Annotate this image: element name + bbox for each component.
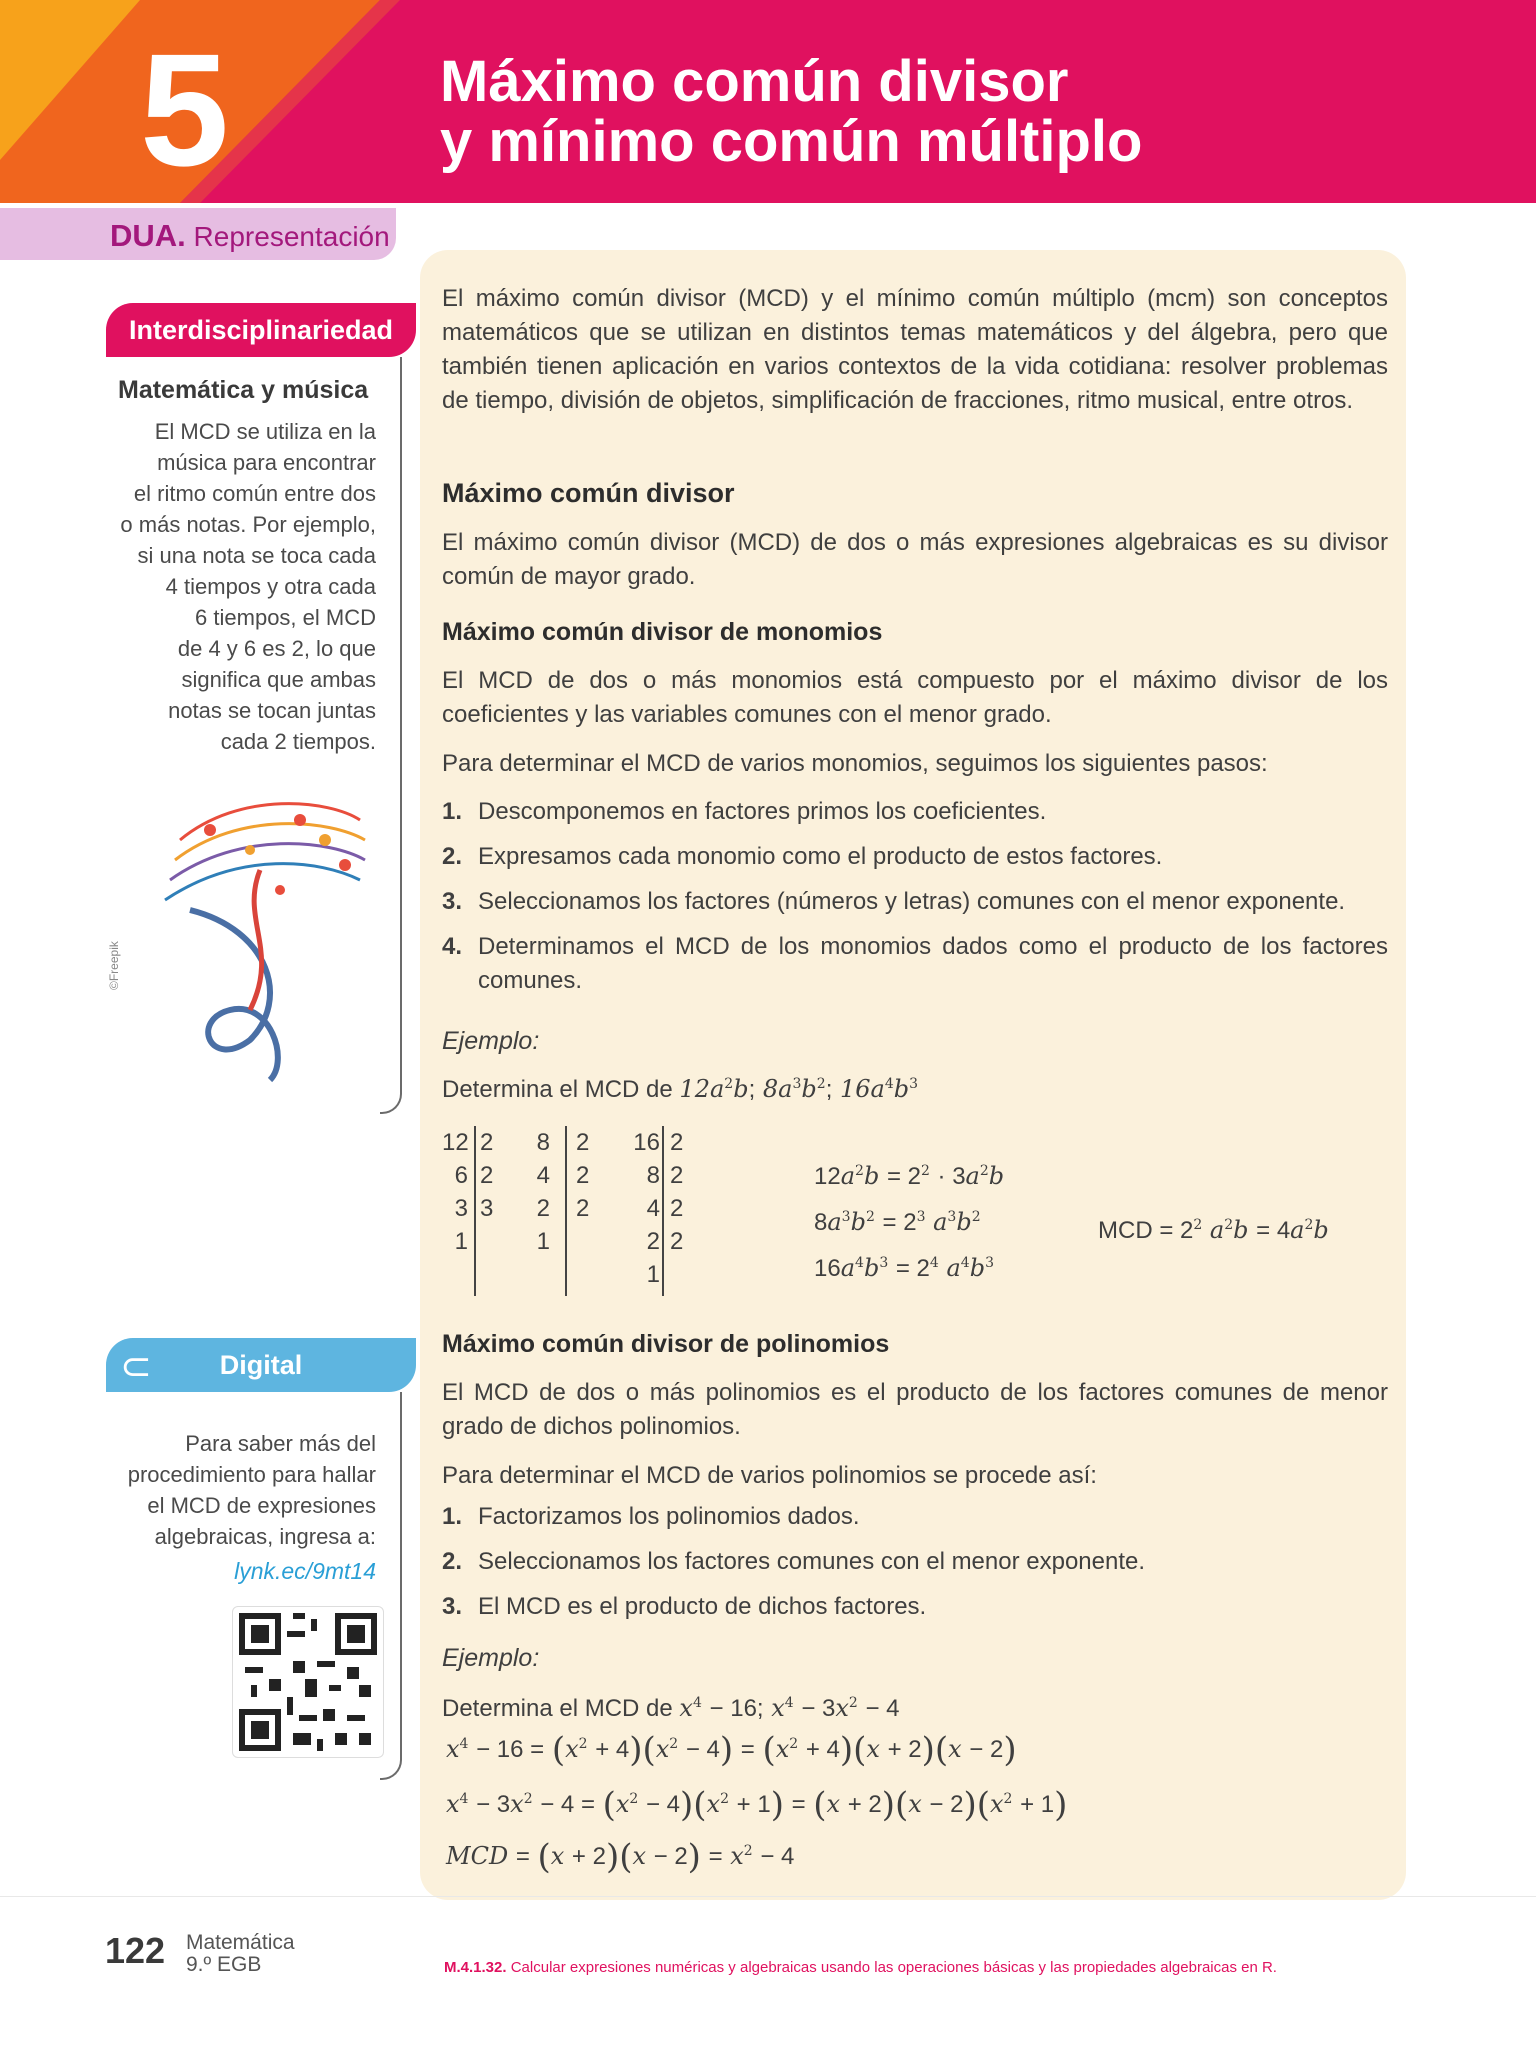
example-label-1: Ejemplo: xyxy=(442,1027,540,1055)
div-table-1-right: 2 2 3 xyxy=(480,1129,494,1222)
div-table-2-line xyxy=(565,1126,567,1296)
page-title xyxy=(440,49,1143,174)
music-notes-illustration xyxy=(150,780,370,1090)
monomios-steps-intro: Para determinar el MCD de varios monomios, seguimos los siguientes pasos: xyxy=(442,750,1268,777)
factorization-3: $16a^4b^3 = 2^4$ $a^4b^3$ xyxy=(814,1254,994,1282)
mono-step-2: 2. Expresamos cada monomio como el producto de estos factores. xyxy=(442,843,1163,870)
mcd-definition: El máximo común divisor (MCD) de dos o más expresiones algebraicas es su divisor común de mayor grado. xyxy=(442,529,1388,590)
sidebar-frame-1 xyxy=(380,357,402,1114)
sidebar-body: El MCD se utiliza en la música para encontrar el ritmo común entre dos o más notas. Por ejemplo, si una nota se toca cada 4 tiempos y otra cada 6 tiempos, el MCD de 4 y 6 es 2, lo que significa que ambas notas se tocan juntas cada 2 tiempos. xyxy=(120,419,376,754)
footer-skill: M.4.1.32. Calcular expresiones numéricas y algebraicas usando las operaciones básicas y las propiedades algebraicas en R. xyxy=(444,1959,1277,1976)
poly-factorization-1: $x^4 - 16 = (x^2 + 4)(x^2 - 4) = (x^2 + 4)(x + 2)(x - 2)$ xyxy=(446,1730,1017,1770)
monomios-example-prompt: Determina el MCD de $12a^2b$; $8a^3b^2$; $16a^4b^3$ xyxy=(442,1075,919,1103)
digital-link[interactable]: lynk.ec/9mt14 xyxy=(234,1558,376,1584)
footer-divider xyxy=(0,1896,1536,1897)
section-heading-polinomios: Máximo común divisor de polinomios xyxy=(442,1330,890,1358)
sidebar-heading: Matemática y música xyxy=(118,376,369,404)
mcd-result-monomios: MCD = $2^2$ $a^2b = 4a^2b$ xyxy=(1098,1216,1329,1244)
digital-body: Para saber más del procedimiento para hallar el MCD de expresiones algebraicas, ingresa a: xyxy=(127,1431,376,1549)
section-heading-monomios: Máximo común divisor de monomios xyxy=(442,618,883,646)
mcd-result-polinomios: MCD = $(x + 2)(x - 2) = x^2 - 4$ xyxy=(446,1837,795,1877)
div-table-2-left: 8 4 2 1 xyxy=(536,1129,550,1255)
div-table-3-right: 2 2 2 2 xyxy=(670,1129,684,1255)
dua-banner xyxy=(0,208,396,260)
factorization-2: $8a^3b^2 = 2^3$ $a^3b^2$ xyxy=(814,1208,981,1236)
qr-code-icon xyxy=(233,1607,383,1757)
digital-tab-label: Digital xyxy=(219,1349,303,1380)
poly-step-2: 2. Seleccionamos los factores comunes con el menor exponente. xyxy=(442,1548,1146,1575)
monomios-definition: El MCD de dos o más monomios está compuesto por el máximo divisor de los coeficientes y las variables comunes con el menor grado. xyxy=(442,667,1388,728)
digital-tab xyxy=(106,1338,416,1392)
image-credit: ©Freepik xyxy=(107,941,121,990)
intro-paragraph: El máximo común divisor (MCD) y el mínimo común múltiplo (mcm) son conceptos matemáticos que se utilizan en distintos temas matemáticos y del álgebra, pero que también tienen aplicación en varios contextos de la vida cotidiana: resolver problemas de tiempo, división de objetos, simplificación de fracciones, ritmo musical, entre otros. xyxy=(442,285,1388,414)
footer-subject: Matemática 9.º EGB xyxy=(186,1931,295,1976)
div-table-3-line xyxy=(662,1126,664,1296)
example-label-2: Ejemplo: xyxy=(442,1644,540,1672)
title-line-2: y mínimo común múltiplo xyxy=(440,109,1143,174)
title-line-1: Máximo común divisor xyxy=(440,49,1069,114)
poly-step-3: 3. El MCD es el producto de dichos factores. xyxy=(442,1593,927,1620)
poly-factorization-2: $x^4 - 3x^2 - 4 = (x^2 - 4)(x^2 + 1) = (x + 2)(x - 2)(x^2 + 1)$ xyxy=(446,1785,1068,1825)
chapter-header xyxy=(0,0,1536,203)
div-table-1-line xyxy=(474,1126,476,1296)
polinomios-example-prompt: Determina el MCD de $x^4 - 16$; $x^4 - 3x^2 - 4$ xyxy=(442,1694,900,1722)
mono-step-4: 4. Determinamos el MCD de los monomios dados como el producto de los factores comunes. xyxy=(442,933,1388,994)
mono-step-1: 1. Descomponemos en factores primos los coeficientes. xyxy=(442,798,1047,825)
qr-code[interactable] xyxy=(232,1606,384,1758)
chapter-number: 5 xyxy=(140,20,229,199)
page-number: 122 xyxy=(105,1930,166,1971)
mono-step-3: 3. Seleccionamos los factores (números y letras) comunes con el menor exponente. xyxy=(442,888,1346,915)
factorization-1: $12a^2b = 2^2 \cdot 3a^2b$ xyxy=(814,1162,1005,1190)
dua-label: DUA. Representación xyxy=(110,218,390,253)
polinomios-steps-intro: Para determinar el MCD de varios polinomios se procede así: xyxy=(442,1462,1097,1489)
div-table-2-right: 2 2 2 xyxy=(576,1129,590,1222)
div-table-3-left: 16 8 4 2 1 xyxy=(633,1129,660,1288)
section-heading-mcd: Máximo común divisor xyxy=(442,478,735,508)
div-table-1-left: 12 6 3 1 xyxy=(442,1129,469,1255)
digital-icon: ⊂ xyxy=(120,1346,152,1388)
polinomios-definition: El MCD de dos o más polinomios es el producto de los factores comunes de menor grado de dichos polinomios. xyxy=(442,1379,1388,1440)
poly-step-1: 1. Factorizamos los polinomios dados. xyxy=(442,1503,860,1530)
interdisciplinariedad-tab: Interdisciplinariedad xyxy=(106,303,416,357)
